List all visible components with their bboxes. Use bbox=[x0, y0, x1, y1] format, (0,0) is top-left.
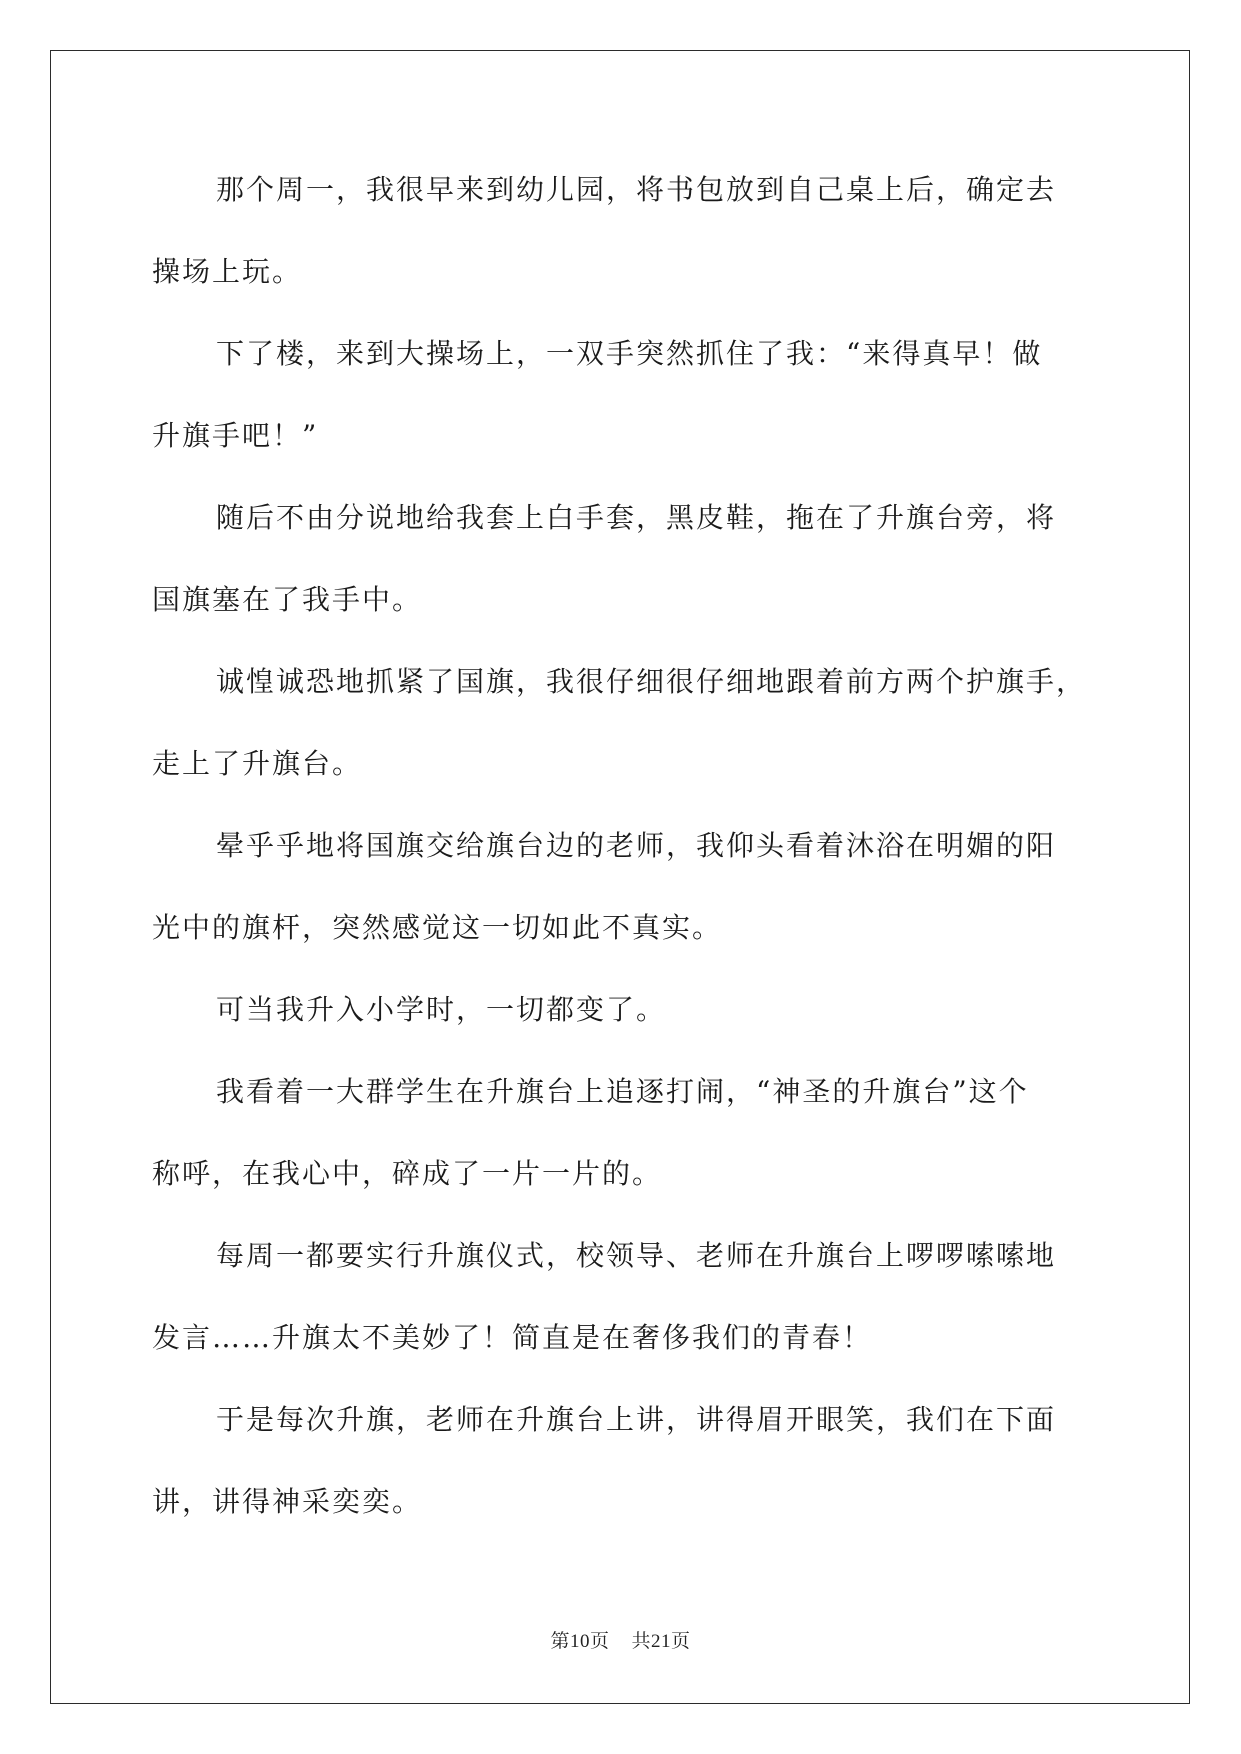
text-line: 操场上玩。 bbox=[152, 255, 303, 288]
text-line: 晕乎乎地将国旗交给旗台边的老师，我仰头看着沐浴在明媚的阳 bbox=[216, 829, 1057, 862]
text-line: 讲，讲得神采奕奕。 bbox=[152, 1485, 423, 1518]
text-line: 光中的旗杆，突然感觉这一切如此不真实。 bbox=[152, 911, 723, 944]
text-line: 称呼，在我心中，碎成了一片一片的。 bbox=[152, 1157, 663, 1190]
text-line: 随后不由分说地给我套上白手套，黑皮鞋，拖在了升旗台旁，将 bbox=[216, 501, 1057, 534]
text-line: 走上了升旗台。 bbox=[152, 747, 363, 780]
text-line: 下了楼，来到大操场上，一双手突然抓住了我：“来得真早！做 bbox=[216, 337, 1043, 370]
text-line: 诚惶诚恐地抓紧了国旗，我很仔细很仔细地跟着前方两个护旗手， bbox=[216, 665, 1087, 698]
text-line: 升旗手吧！” bbox=[152, 419, 319, 452]
page-footer bbox=[0, 1626, 1241, 1653]
text-line: 可当我升入小学时，一切都变了。 bbox=[216, 993, 667, 1026]
text-line: 每周一都要实行升旗仪式，校领导、老师在升旗台上啰啰嗦嗦地 bbox=[216, 1239, 1057, 1272]
text-line: 于是每次升旗，老师在升旗台上讲，讲得眉开眼笑，我们在下面 bbox=[216, 1403, 1057, 1436]
text-line: 那个周一，我很早来到幼儿园，将书包放到自己桌上后，确定去 bbox=[216, 173, 1057, 206]
text-line: 我看着一大群学生在升旗台上追逐打闹，“神圣的升旗台”这个 bbox=[216, 1075, 1029, 1108]
page-total: 共21页 bbox=[631, 1631, 691, 1652]
document-body bbox=[152, 158, 1100, 1552]
text-line: 国旗塞在了我手中。 bbox=[152, 583, 423, 616]
text-line: 发言……升旗太不美妙了！简直是在奢侈我们的青春！ bbox=[152, 1321, 873, 1354]
page-number: 第10页 bbox=[550, 1631, 610, 1652]
